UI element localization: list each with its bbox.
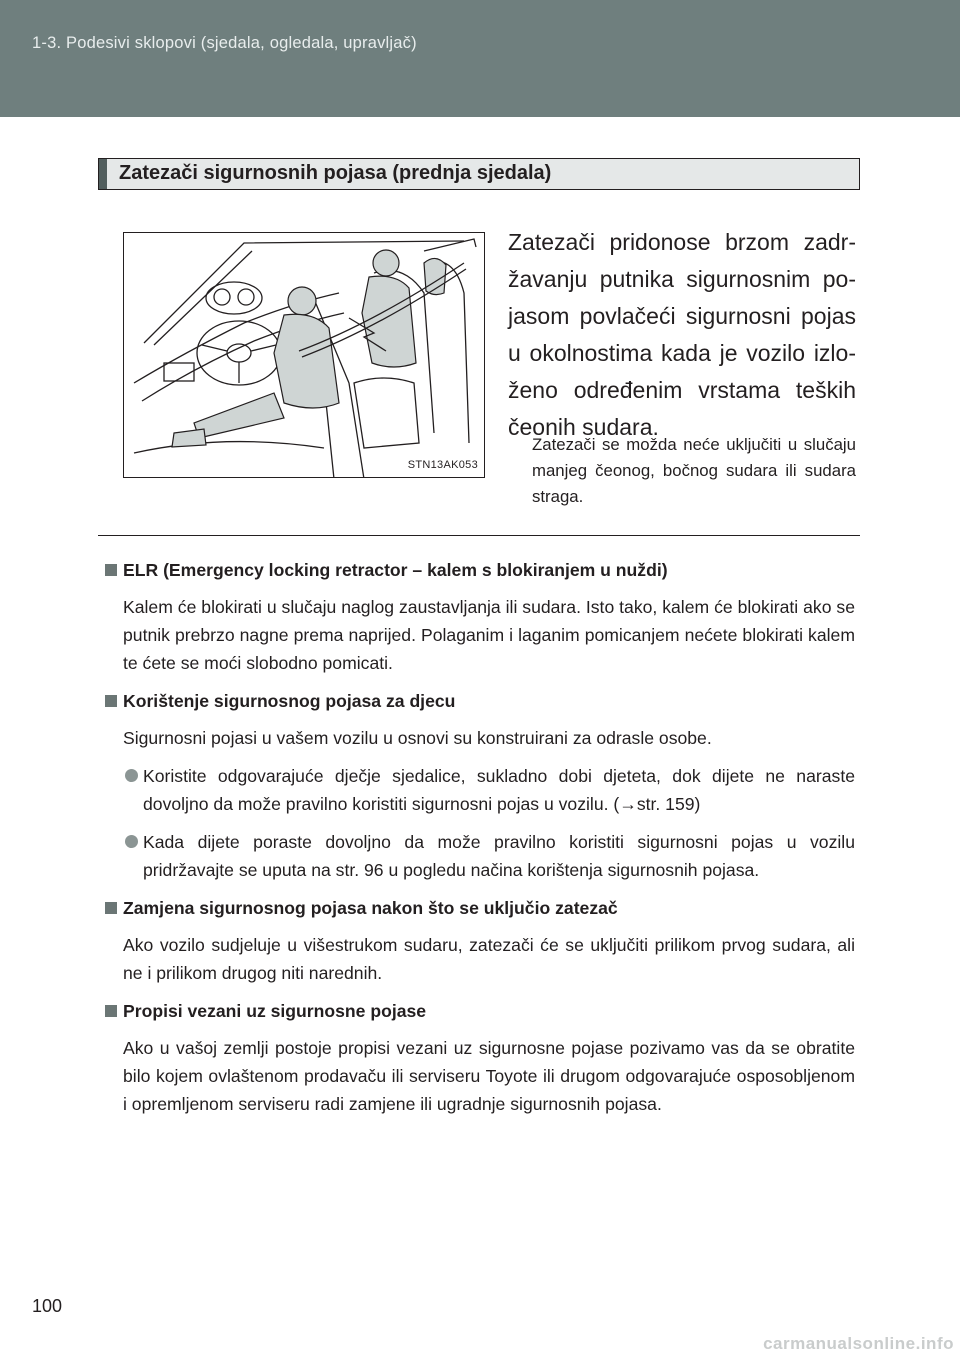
section-text: Ako u vašoj zemlji postoje propisi vezani uz sigurnosne pojase pozivamo vas da se obratite bilo kojem ovlaštenom prodavaču ili serviseru Toyote ili drugom odgovarajuće osposobljenom i opremljenom serviseru radi zamjene ili ugradnje sigurnosnih pojasa. [123, 1038, 855, 1114]
list-item [141, 828, 855, 884]
section-title-accent-bar [99, 159, 107, 189]
square-bullet-icon [105, 1005, 117, 1017]
intro-note: Zatezači se možda neće uključiti u slučaju manjeg čeonog, bočnog sudara ili sudara straga. [532, 435, 856, 506]
section-title: Zatezači sigurnosnih pojasa (prednja sjedala) [119, 162, 552, 184]
content-body [105, 556, 855, 1128]
car-interior-illustration [123, 232, 485, 478]
list-item-text: Koristite odgovarajuće dječje sjedalice, sukladno dobi djeteta, dok dijete ne naraste dovoljno da može pravilno koristiti sigurnosni pojas u vozilu. (→str. 159) [143, 766, 855, 814]
section-child-belt [105, 687, 855, 884]
section-heading: Zamjena sigurnosnog pojasa nakon što se uključio zatezač [123, 898, 618, 918]
chapter-title: 1-3. Podesivi sklopovi (sjedala, ogledala, upravljač) [32, 34, 417, 52]
square-bullet-icon [105, 695, 117, 707]
square-bullet-icon [105, 902, 117, 914]
square-bullet-icon [105, 564, 117, 576]
section-regulations [105, 997, 855, 1118]
site-watermark: carmanualsonline.info [763, 1334, 954, 1353]
section-heading: Propisi vezani uz sigurnosne pojase [123, 1001, 427, 1021]
section-text: Ako vozilo sudjeluje u višestrukom sudaru, zatezači će se uključiti prilikom prvog sudara, ali ne i prilikom drugog niti narednih. [123, 935, 855, 983]
pretensioner-diagram-icon [124, 233, 485, 478]
circle-bullet-icon [125, 769, 138, 782]
figure-code: STN13AK053 [407, 459, 478, 471]
page-number: 100 [32, 1296, 63, 1316]
section-elr [105, 556, 855, 677]
section-title-box [98, 158, 860, 190]
section-heading: Korištenje sigurnosnog pojasa za djecu [123, 691, 456, 711]
section-replacement [105, 894, 855, 987]
list-item-text: Kada dijete poraste dovoljno da može pravilno koristiti sigurnosni pojas u vozilu pridržavajte se uputa na str. 96 u pogledu načina korištenja sigurnosnih pojasa. [143, 832, 855, 880]
section-divider [98, 535, 860, 536]
circle-bullet-icon [125, 835, 138, 848]
section-text: Sigurnosni pojasi u vašem vozilu u osnovi su konstruirani za odrasle osobe. [123, 728, 712, 748]
intro-text: Zatezači pridonose brzom zadržavanju putnika sigurnosnim pojasom povlačeći sigurnosni pojas u okolnostima kada je vozilo izloženo određenim vrstama teških čeonih sudara. [508, 229, 856, 440]
section-text: Kalem će blokirati u slučaju naglog zaustavljanja ili sudara. Isto tako, kalem će blokirati ako se putnik prebrzo nagne prema naprijed. Polaganim i laganim pomicanjem nećete blokirati kalem te ćete se moći slobodno pomicati. [123, 597, 855, 673]
chapter-header-band [0, 0, 960, 117]
section-heading: ELR (Emergency locking retractor – kalem s blokiranjem u nuždi) [123, 560, 668, 580]
list-item [141, 762, 855, 818]
